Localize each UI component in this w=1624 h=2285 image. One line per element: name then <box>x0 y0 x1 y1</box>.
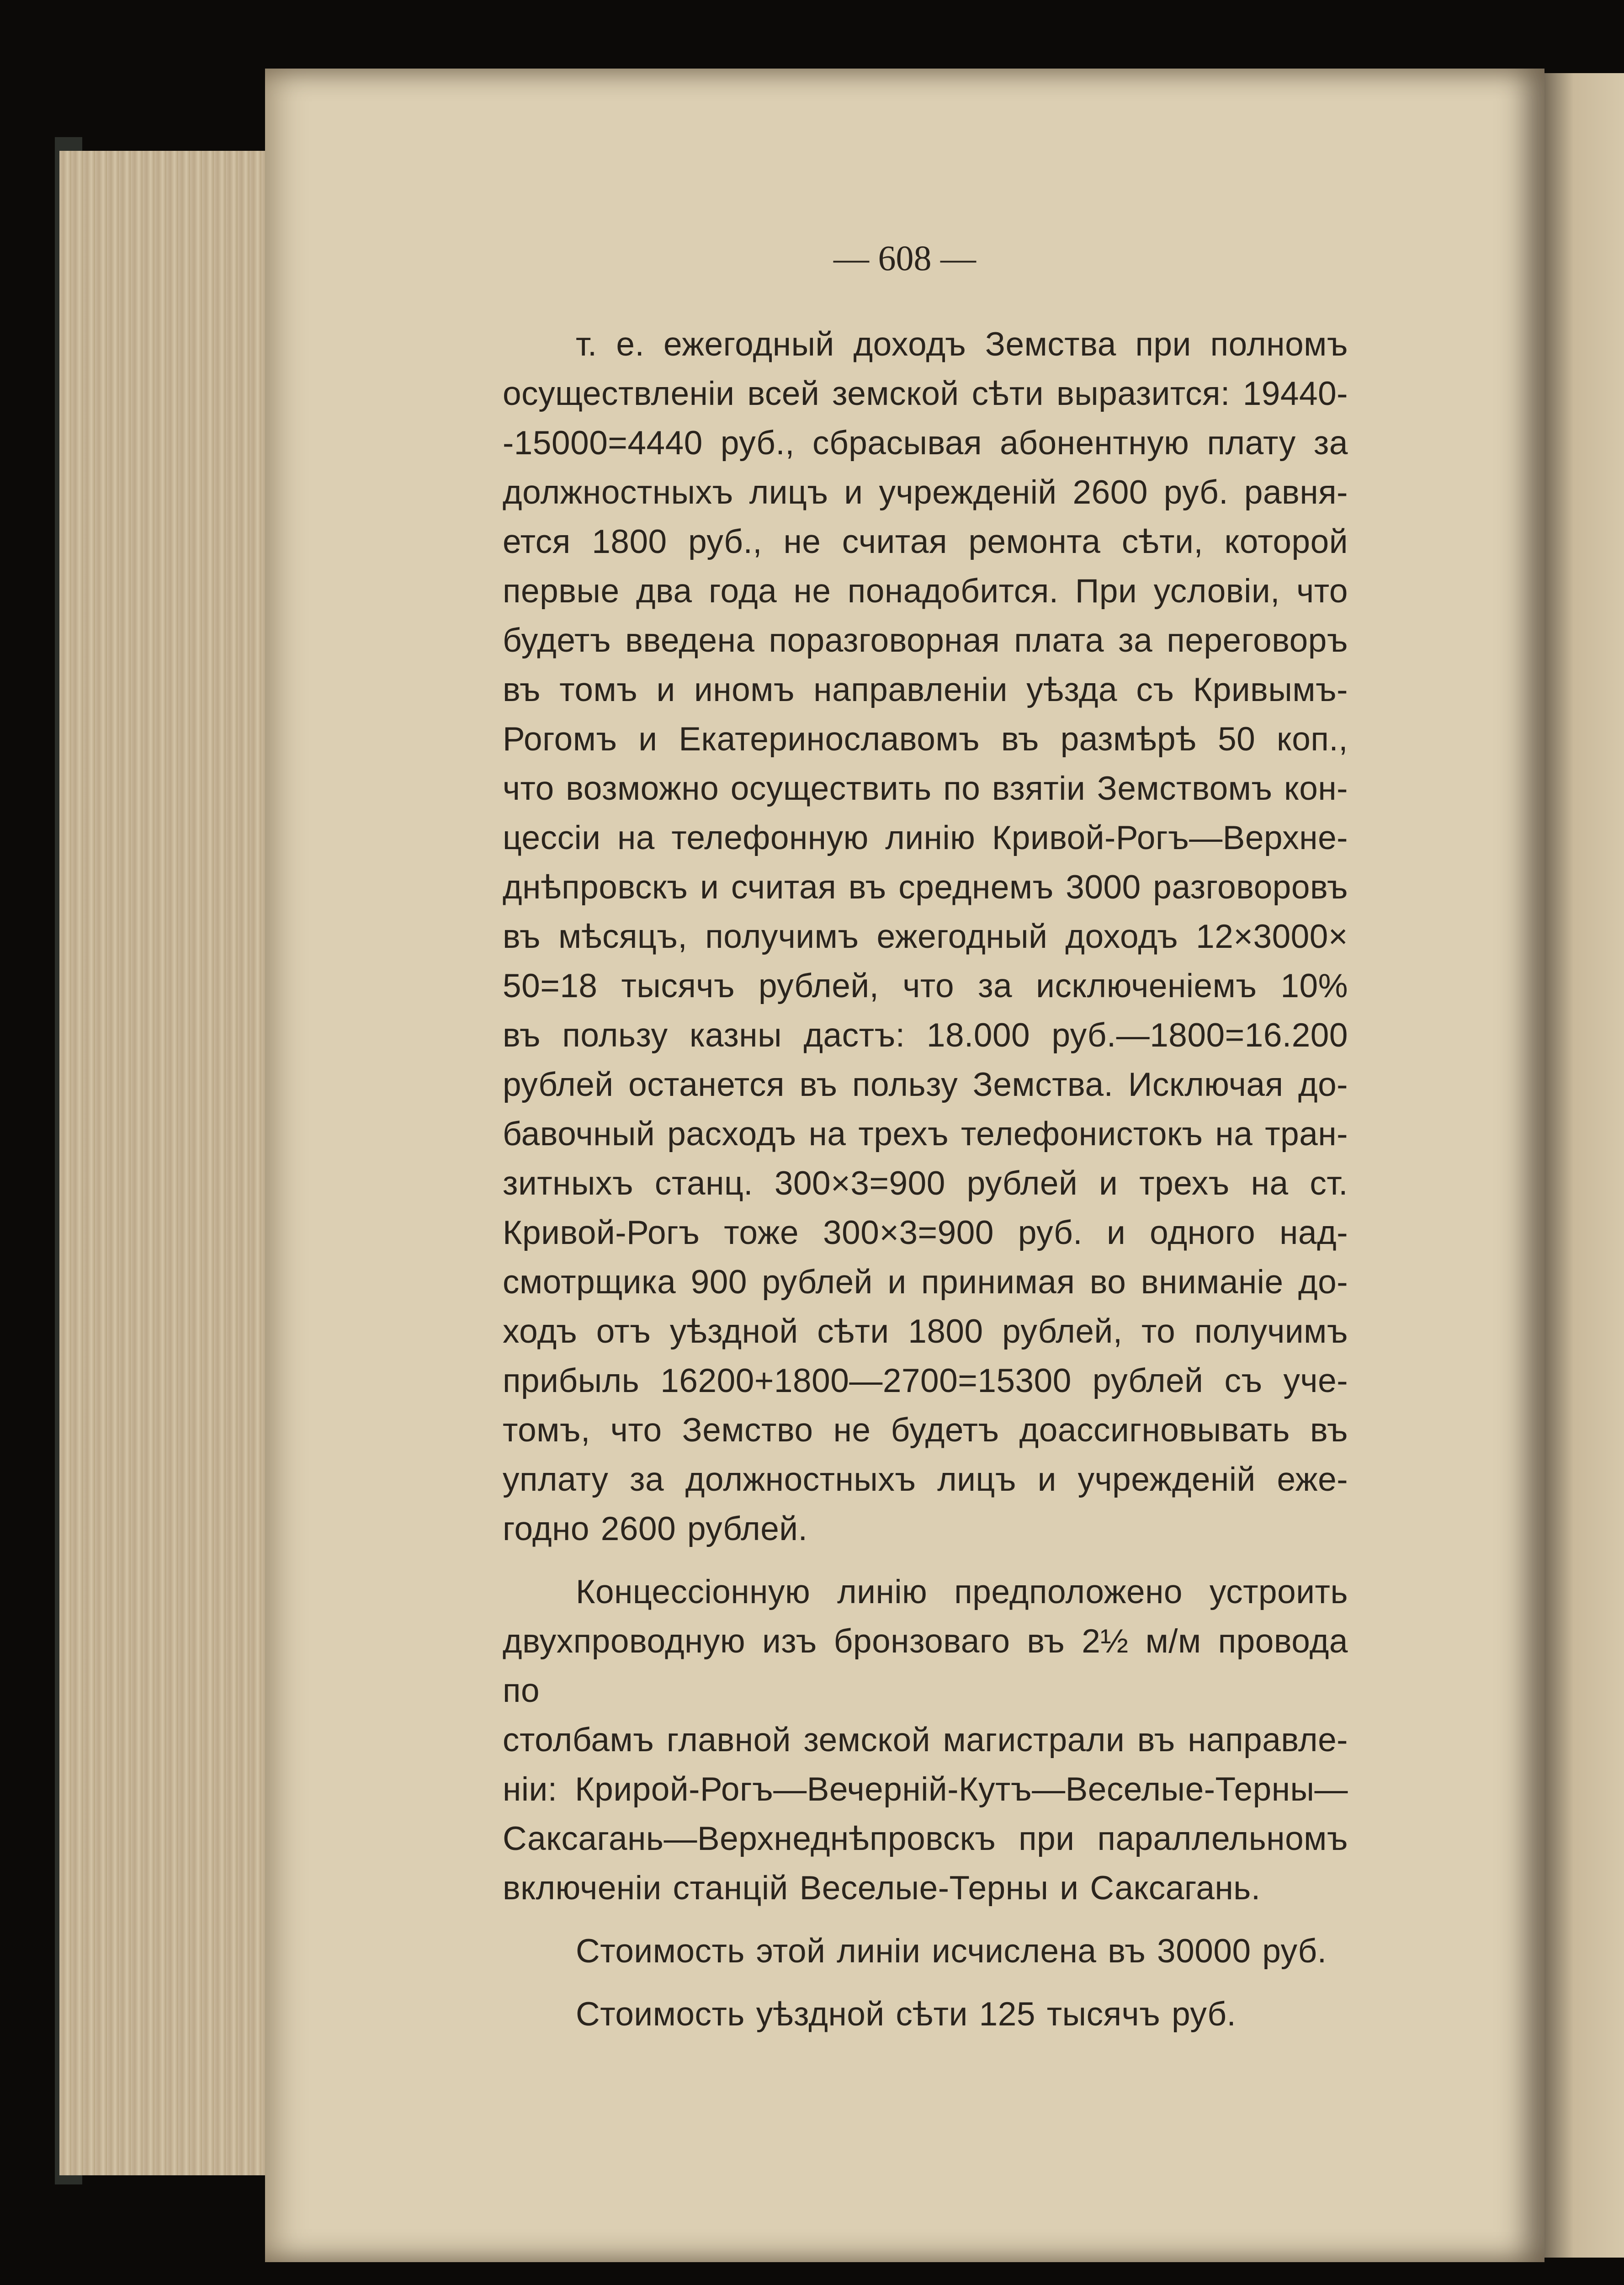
text-line: т. е. ежегодный доходъ Земства при полномъ <box>576 326 1348 363</box>
text-line: въ мѣсяцъ, получимъ ежегодный доходъ 12×3000× <box>503 918 1348 955</box>
text-line: должностныхъ лицъ и учрежденій 2600 руб. равня- <box>503 474 1348 511</box>
text-line: столбамъ главной земской магистрали въ направле- <box>503 1722 1348 1759</box>
text-line: что возможно осуществить по взятіи Земствомъ кон- <box>503 770 1348 807</box>
page-text <box>503 320 1348 2039</box>
page-number: — 608 — <box>833 238 976 278</box>
text-line: включеніи станцій Веселые-Терны и Саксагань. <box>503 1870 1261 1907</box>
text-line: днѣпровскъ и считая въ среднемъ 3000 разговоровъ <box>503 869 1348 906</box>
text-line: рублей останется въ пользу Земства. Исключая до- <box>503 1066 1348 1103</box>
text-line: уплату за должностныхъ лицъ и учрежденій еже- <box>503 1461 1348 1498</box>
text-line: первые два года не понадобится. При условіи, что <box>503 573 1348 610</box>
text-line: ходъ отъ уѣздной сѣти 1800 рублей, то получимъ <box>503 1313 1348 1350</box>
text-line: ется 1800 руб., не считая ремонта сѣти, которой <box>503 523 1348 560</box>
text-line: цессіи на телефонную линію Кривой-Рогъ—Верхне- <box>503 819 1348 856</box>
text-line: годно 2600 рублей. <box>503 1510 808 1547</box>
text-line: Концессіонную линію предположено устроить <box>576 1573 1348 1610</box>
text-line: Саксагань—Верхнеднѣпровскъ при параллельномъ <box>503 1820 1348 1857</box>
paragraph-gap <box>503 1554 1348 1568</box>
text-line: смотрщика 900 рублей и принимая во вниманіе до- <box>503 1264 1348 1301</box>
text-line: 50=18 тысячъ рублей, что за исключеніемъ 10% <box>503 967 1348 1004</box>
paragraph-gap <box>503 1913 1348 1927</box>
text-line: прибыль 16200+1800—2700=15300 рублей съ уче- <box>503 1362 1348 1399</box>
text-line: Рогомъ и Екатеринославомъ въ размѣрѣ 50 коп., <box>503 721 1348 758</box>
paragraph-gap <box>503 1976 1348 1990</box>
text-line: въ пользу казны дастъ: 18.000 руб.—1800=16.200 <box>503 1017 1348 1054</box>
text-line: томъ, что Земство не будетъ доассигновывать въ <box>503 1412 1348 1449</box>
text-line: зитныхъ станц. 300×3=900 рублей и трехъ на ст. <box>503 1165 1348 1202</box>
text-line: -15000=4440 руб., сбрасывая абонентную плату за <box>503 425 1348 462</box>
text-line: Стоимость этой линіи исчислена въ 30000 руб. <box>576 1933 1327 1970</box>
text-line: Кривой-Рогъ тоже 300×3=900 руб. и одного над- <box>503 1214 1348 1251</box>
facing-page-edge <box>1540 73 1624 2258</box>
text-line: въ томъ и иномъ направленіи уѣзда съ Кривымъ- <box>503 671 1348 708</box>
book-page-edges <box>59 151 274 2175</box>
text-line: будетъ введена поразговорная плата за переговоръ <box>503 622 1348 659</box>
text-line: Стоимость уѣздной сѣти 125 тысячъ руб. <box>576 1996 1237 2033</box>
text-line: ніи: Крирой-Рогъ—Вечерній-Кутъ—Веселые-Терны— <box>503 1771 1348 1808</box>
text-line: бавочный расходъ на трехъ телефонистокъ на тран- <box>503 1116 1348 1153</box>
text-line: двухпроводную изъ бронзоваго въ 2½ м/м провода по <box>503 1623 1348 1709</box>
text-line: осуществленіи всей земской сѣти выразится: 19440- <box>503 375 1348 412</box>
